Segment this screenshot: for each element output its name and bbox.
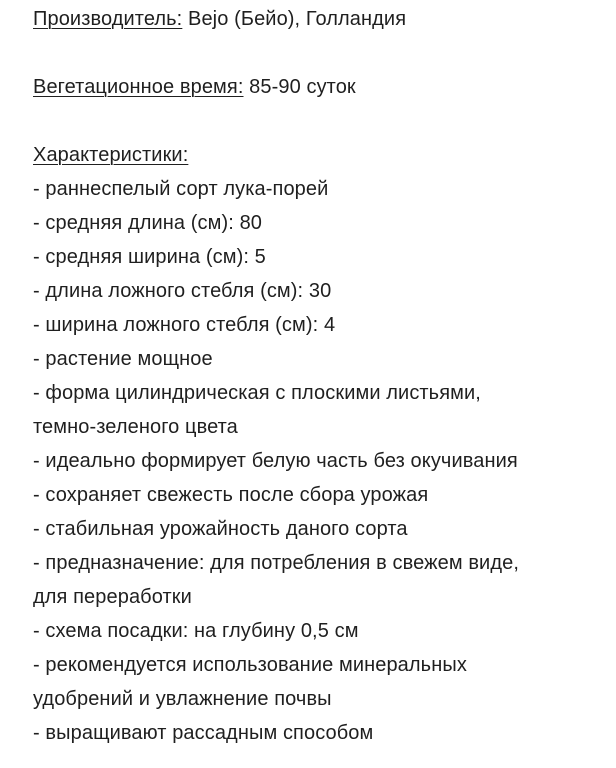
characteristics-label: Характеристики:: [33, 144, 189, 166]
characteristic-line: - раннеспелый сорт лука-порей: [33, 178, 329, 200]
characteristic-line: - выращивают рассадным способом: [33, 722, 374, 744]
characteristic-line: для переработки: [33, 586, 192, 608]
spacer: [33, 104, 608, 138]
characteristic-line: - ширина ложного стебля (см): 4: [33, 314, 336, 336]
characteristic-line: - идеально формирует белую часть без окучивания: [33, 450, 518, 472]
product-description: [33, 2, 608, 750]
characteristic-line: - средняя ширина (см): 5: [33, 246, 266, 268]
vegetation-line: [33, 70, 608, 104]
characteristic-line: - предназначение: для потребления в свежем виде,: [33, 552, 519, 574]
characteristic-line: - средняя длина (см): 80: [33, 212, 263, 234]
characteristic-line: - растение мощное: [33, 348, 213, 370]
characteristic-line: - сохраняет свежесть после сбора урожая: [33, 484, 429, 506]
vegetation-value: 85-90 суток: [243, 76, 356, 98]
characteristic-line: - длина ложного стебля (см): 30: [33, 280, 332, 302]
characteristic-line: - форма цилиндрическая с плоскими листьями,: [33, 382, 481, 404]
manufacturer-line: [33, 2, 608, 36]
characteristic-line: темно-зеленого цвета: [33, 416, 238, 438]
spacer: [33, 36, 608, 70]
manufacturer-label: Производитель:: [33, 8, 183, 30]
characteristic-line: - стабильная урожайность даного сорта: [33, 518, 408, 540]
characteristic-line: - рекомендуется использование минеральных: [33, 654, 467, 676]
vegetation-label: Вегетационное время:: [33, 76, 244, 98]
characteristics-heading-line: [33, 138, 608, 172]
manufacturer-value: Bejo (Бейо), Голландия: [182, 8, 407, 30]
characteristic-line: удобрений и увлажнение почвы: [33, 688, 332, 710]
characteristic-line: - схема посадки: на глубину 0,5 см: [33, 620, 359, 642]
